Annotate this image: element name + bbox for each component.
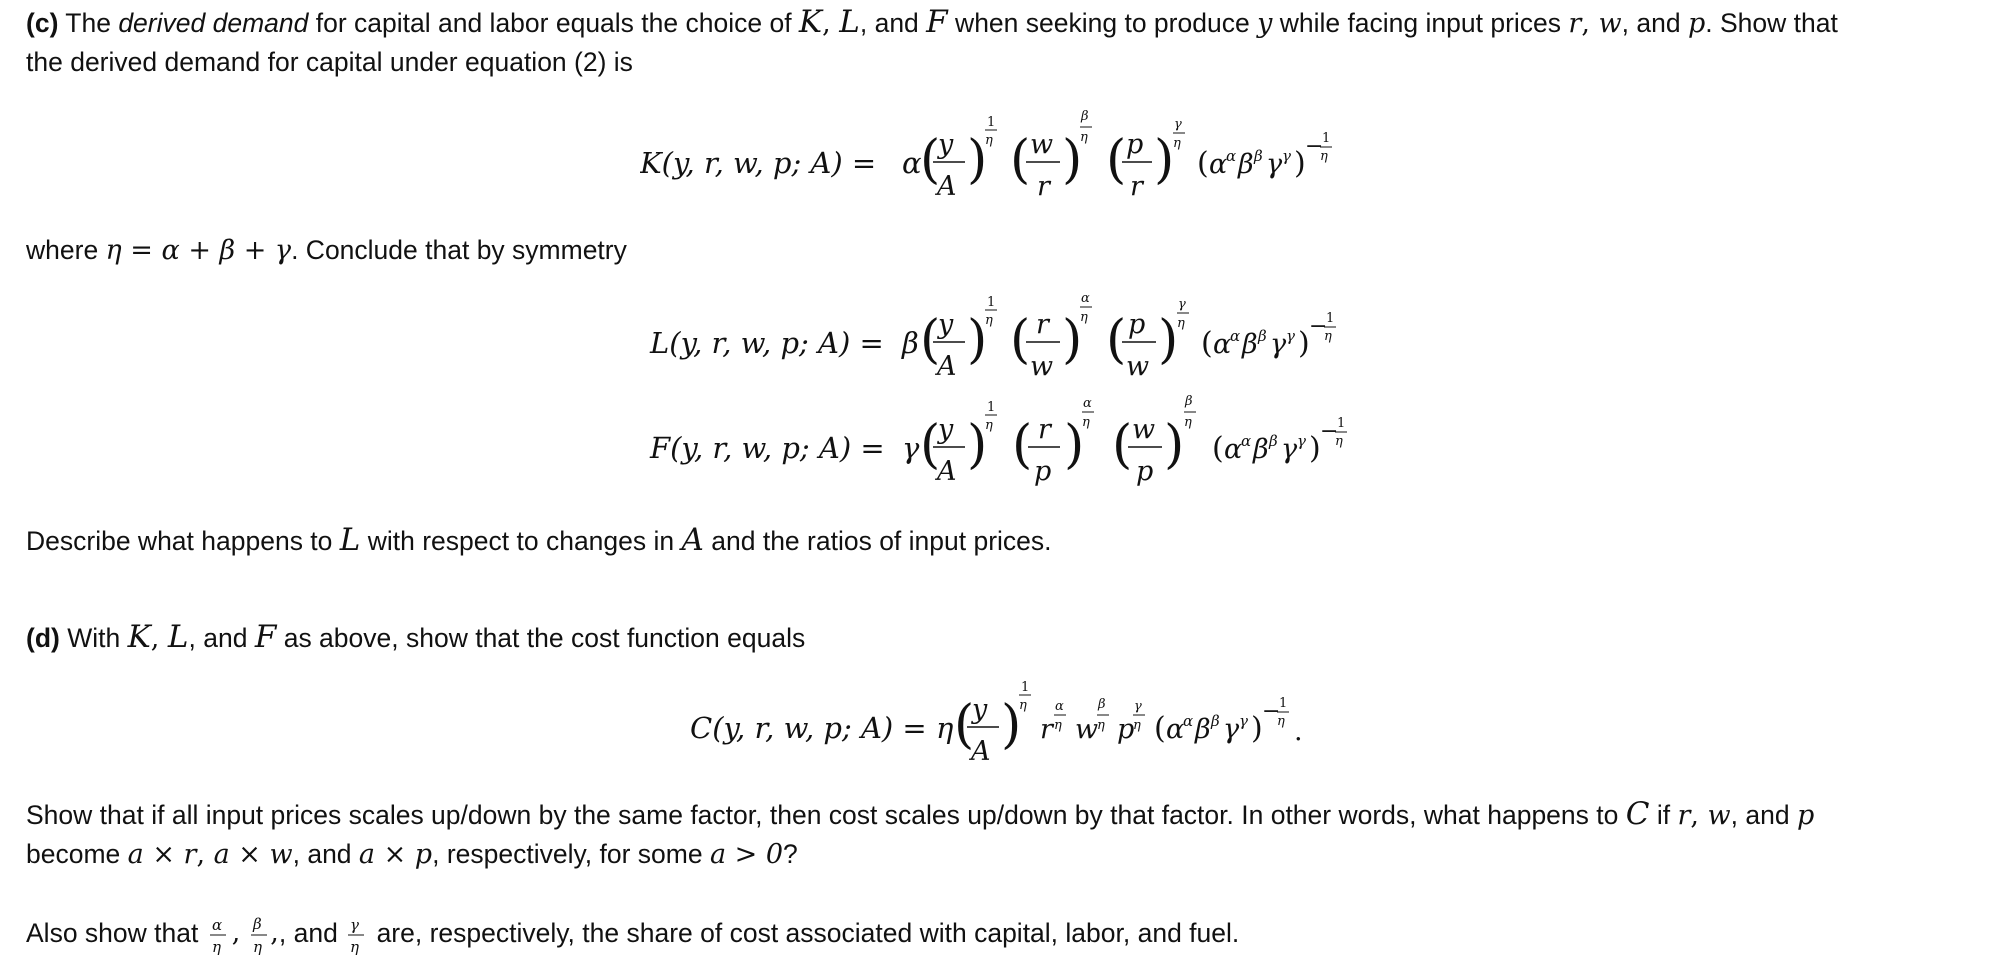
- svg-text:1: 1: [987, 400, 996, 415]
- svg-text:(: (: [920, 415, 941, 475]
- svg-text:β: β: [253, 915, 262, 933]
- svg-text:β: β: [1253, 434, 1269, 465]
- svg-text:y: y: [938, 414, 954, 445]
- svg-text:η: η: [1082, 415, 1090, 430]
- svg-text:η: η: [1335, 434, 1343, 449]
- svg-text:p: p: [1034, 456, 1052, 487]
- svg-text:p: p: [1117, 714, 1135, 745]
- svg-text:w: w: [1126, 351, 1150, 382]
- paren-open: (: [920, 130, 941, 190]
- svg-text:A: A: [971, 736, 991, 767]
- svg-text:β: β: [1185, 394, 1193, 409]
- svg-text:α: α: [1213, 329, 1232, 360]
- svg-text:−: −: [1305, 134, 1324, 159]
- svg-text:w: w: [1132, 414, 1156, 445]
- svg-text:): ): [1309, 431, 1321, 466]
- svg-text:(: (: [1154, 711, 1166, 746]
- svg-text:η: η: [1184, 415, 1192, 430]
- svg-text:r: r: [1040, 714, 1053, 745]
- svg-text:α: α: [1224, 434, 1243, 465]
- svg-text:γ: γ: [902, 431, 920, 465]
- svg-text:α: α: [1230, 327, 1241, 345]
- svg-text:α: α: [1081, 291, 1090, 306]
- svg-text:): ): [1251, 711, 1263, 746]
- show-scaling-line-2: become a × r, a × w, and a × p, respectively, for some a > 0?: [26, 839, 798, 870]
- fraction-beta-over-eta: [248, 914, 270, 958]
- svg-text:η: η: [1080, 130, 1088, 145]
- svg-text:): ): [1001, 695, 1022, 755]
- svg-text:η: η: [350, 938, 360, 956]
- svg-text:A: A: [937, 171, 957, 202]
- svg-text:(: (: [954, 695, 975, 755]
- svg-text:): ): [1164, 415, 1185, 475]
- svg-text:β: β: [1238, 149, 1254, 180]
- svg-text:η: η: [1097, 718, 1105, 733]
- svg-text:−: −: [1320, 419, 1339, 444]
- eq-c-lhs: C(y, r, w, p; A) =: [690, 711, 927, 745]
- svg-text:α: α: [1209, 149, 1228, 180]
- cost-share-line: Also show that α η , β η , , and γ η are, respectively, the share of cost associated with capital, labor, and fuel.: [26, 915, 1240, 956]
- svg-text:η: η: [1133, 718, 1141, 733]
- svg-text:): ): [1062, 130, 1083, 190]
- svg-text:w: w: [1030, 129, 1054, 160]
- svg-text:−: −: [1262, 699, 1281, 724]
- svg-text:γ: γ: [1270, 329, 1287, 360]
- svg-text:η: η: [253, 938, 263, 956]
- svg-text:η: η: [985, 313, 993, 328]
- describe-line: Describe what happens to L with respect to changes in A and the ratios of input prices.: [26, 522, 1052, 558]
- svg-text:): ): [1298, 326, 1310, 361]
- svg-text:(: (: [1012, 415, 1033, 475]
- svg-text:α: α: [1241, 432, 1252, 450]
- equation-labor-demand: [640, 285, 1400, 395]
- svg-text:β: β: [1254, 147, 1263, 165]
- svg-text:β: β: [1269, 432, 1278, 450]
- equation-fuel-demand: [640, 390, 1400, 500]
- svg-text:.: .: [1294, 716, 1303, 747]
- svg-text:η: η: [1173, 136, 1181, 151]
- svg-text:η: η: [1177, 316, 1185, 331]
- paren-close: ): [967, 130, 988, 190]
- svg-text:η: η: [985, 133, 993, 148]
- svg-text:β: β: [1258, 327, 1267, 345]
- svg-text:β: β: [1242, 329, 1258, 360]
- svg-text:η: η: [1019, 698, 1027, 713]
- svg-text:α: α: [1226, 147, 1237, 165]
- svg-text:p: p: [1126, 129, 1144, 160]
- svg-text:α: α: [1166, 714, 1185, 745]
- svg-text:α: α: [1055, 699, 1064, 714]
- svg-text:w: w: [1030, 351, 1054, 382]
- svg-text:1: 1: [1279, 696, 1288, 711]
- svg-text:γ: γ: [1239, 712, 1248, 730]
- svg-text:β: β: [1098, 697, 1106, 712]
- svg-text:): ): [1154, 130, 1175, 190]
- svg-text:γ: γ: [1223, 714, 1240, 745]
- svg-text:(: (: [1010, 310, 1031, 370]
- svg-text:w: w: [1075, 714, 1099, 745]
- svg-text:α: α: [902, 146, 922, 180]
- svg-text:γ: γ: [1286, 327, 1295, 345]
- svg-text:y: y: [938, 309, 954, 340]
- fraction-gamma-over-eta: [345, 914, 369, 958]
- svg-text:η: η: [1277, 714, 1285, 729]
- svg-text:γ: γ: [1178, 297, 1186, 312]
- svg-text:α: α: [1183, 712, 1194, 730]
- svg-text:A: A: [937, 456, 957, 487]
- svg-text:r: r: [1130, 171, 1143, 202]
- show-scaling-line-1: Show that if all input prices scales up/down by the same factor, then cost scales up/down by that factor. In other words, what happens to C if r, w, and p: [26, 796, 1815, 832]
- svg-text:γ: γ: [1297, 432, 1306, 450]
- equation-cost-function: [680, 670, 1400, 780]
- svg-text:): ): [1294, 146, 1306, 181]
- eq-l-lhs: L(y, r, w, p; A) =: [650, 326, 884, 360]
- svg-text:(: (: [1106, 130, 1127, 190]
- svg-text:r: r: [1037, 171, 1050, 202]
- part-d-line-1: (d) With K, L, and F as above, show that the cost function equals: [26, 619, 806, 655]
- svg-text:p: p: [1128, 309, 1146, 340]
- svg-text:(: (: [1106, 310, 1127, 370]
- part-c-label: (c): [26, 8, 59, 38]
- svg-text:y: y: [972, 694, 988, 725]
- svg-text:r: r: [1036, 309, 1049, 340]
- svg-text:η: η: [936, 711, 954, 745]
- svg-text:): ): [967, 310, 988, 370]
- svg-text:η: η: [1080, 310, 1088, 325]
- svg-text:r: r: [1038, 414, 1051, 445]
- svg-text:): ): [1158, 310, 1179, 370]
- svg-text:): ): [1064, 415, 1085, 475]
- svg-text:): ): [967, 415, 988, 475]
- part-d-label: (d): [26, 623, 60, 653]
- svg-text:1: 1: [987, 115, 996, 130]
- svg-text:α: α: [211, 916, 222, 934]
- svg-text:y: y: [938, 129, 954, 160]
- equation-capital-demand: [640, 105, 1400, 215]
- svg-text:1: 1: [987, 295, 996, 310]
- svg-text:γ: γ: [350, 916, 360, 934]
- svg-text:β: β: [1195, 714, 1211, 745]
- svg-text:γ: γ: [1134, 699, 1142, 714]
- svg-text:): ): [1062, 310, 1083, 370]
- fraction-alpha-over-eta: [206, 914, 232, 958]
- svg-text:η: η: [1320, 149, 1328, 164]
- svg-text:γ: γ: [1174, 117, 1182, 132]
- svg-text:γ: γ: [1282, 147, 1291, 165]
- svg-text:β: β: [902, 326, 919, 360]
- svg-text:p: p: [1136, 456, 1154, 487]
- eta-definition: η = α + β + γ: [105, 235, 292, 266]
- svg-text:η: η: [1324, 329, 1332, 344]
- svg-text:1: 1: [1021, 680, 1030, 695]
- svg-text:(: (: [1201, 326, 1213, 361]
- svg-text:α: α: [1083, 396, 1092, 411]
- svg-text:A: A: [937, 351, 957, 382]
- eq-f-lhs: F(y, r, w, p; A) =: [650, 431, 885, 465]
- svg-text:(: (: [1212, 431, 1224, 466]
- svg-text:(: (: [1197, 146, 1209, 181]
- where-eta-line: where η = α + β + γ. Conclude that by symmetry: [26, 235, 627, 266]
- part-c-line-2: the derived demand for capital under equation (2) is: [26, 47, 633, 77]
- svg-text:(: (: [1010, 130, 1031, 190]
- svg-text:1: 1: [1322, 131, 1331, 146]
- svg-text:(: (: [920, 310, 941, 370]
- svg-text:1: 1: [1337, 416, 1346, 431]
- svg-text:1: 1: [1326, 311, 1335, 326]
- part-c-line-1: (c) The derived demand for capital and labor equals the choice of K, L, and F when seeking to produce y while facing input prices r, w, and p. Show that: [26, 4, 1838, 40]
- svg-text:(: (: [1112, 415, 1133, 475]
- svg-text:η: η: [211, 938, 221, 956]
- svg-text:η: η: [1054, 718, 1062, 733]
- svg-text:β: β: [1081, 109, 1089, 124]
- derived-demand-term: derived demand: [118, 8, 309, 38]
- eq-k-lhs: K(y, r, w, p; A) =: [640, 146, 877, 180]
- svg-text:η: η: [985, 418, 993, 433]
- svg-text:γ: γ: [1266, 149, 1283, 180]
- svg-text:β: β: [1211, 712, 1220, 730]
- svg-text:γ: γ: [1281, 434, 1298, 465]
- svg-text:−: −: [1309, 314, 1328, 339]
